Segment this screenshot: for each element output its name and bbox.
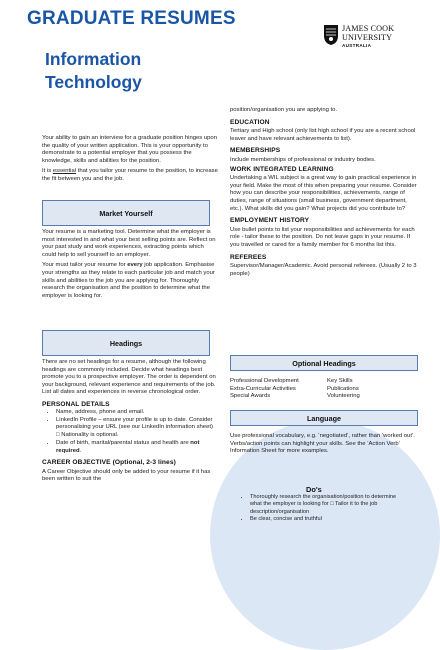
referees-paragraph: Supervisor/Manager/Academic. Avoid personal referees. (Usually 2 to 3 people) xyxy=(230,263,417,277)
logo-line-2: UNIVERSITY xyxy=(342,32,393,42)
optional-headings-box: Optional Headings xyxy=(230,355,418,371)
list-item-text: Date of birth, marital/parental status and health are xyxy=(56,439,191,446)
market-text-a: Your must tailor your resume for xyxy=(42,262,128,269)
market-text-b: job application. Emphasise your strengths as they relate to each particular job and match your skills and abilities to the job you are applying for. Thoroughly research the organisation and the position to determine what the employer is looking for. xyxy=(42,262,215,299)
language-section xyxy=(230,433,418,456)
intro-text-a: It is xyxy=(42,168,53,175)
education-heading: EDUCATION xyxy=(230,118,270,126)
market-section xyxy=(42,229,218,300)
optional-headings-col-1 xyxy=(230,378,325,401)
page-title: GRADUATE RESUMES xyxy=(27,8,236,29)
headings-paragraph: There are no set headings for a resume, although the following headings are commonly included. Decide what headings best promote you to a prospective employer. The order is dependent on your background, relevant experience and requirements of the job. List all dates and experiences in reverse chronological order. xyxy=(42,359,216,396)
referees-heading: REFEREES xyxy=(230,253,267,261)
logo-country: AUSTRALIA xyxy=(342,43,372,48)
right-top-line: position/organisation you are applying to. xyxy=(230,107,338,113)
personal-details-heading: PERSONAL DETAILS xyxy=(42,400,110,408)
list-item: Professional Development xyxy=(230,378,299,384)
market-paragraph-2 xyxy=(42,262,218,300)
subtitle-line-2: Technology xyxy=(45,72,142,92)
wil-paragraph: Undertaking a WIL subject is a great way to gain practical experience in your field. Make the most of this when preparing your resume. Consider how you can describe your responsibilities, achievements, range of duties, range of situations (small business, government department, etc.). What skills did you gain? What projects did you contribute to? xyxy=(230,175,417,212)
market-emphasis: every xyxy=(127,262,143,269)
crest-icon xyxy=(323,24,339,46)
market-paragraph: Your resume is a marketing tool. Determine what the employer is most interested in and what your best selling points are. Reflect on your past study and work experiences, extracting points which could help to sell yourself to an employer. xyxy=(42,229,216,258)
list-item: • Name, address, phone and email. xyxy=(56,409,218,417)
career-objective-heading xyxy=(42,459,218,467)
employment-heading: EMPLOYMENT HISTORY xyxy=(230,217,310,225)
education-paragraph: Tertiary and High school (only list high school if you are a recent school leaver and have relevant achievements to list). xyxy=(230,128,416,142)
memberships-heading: MEMBERSHIPS xyxy=(230,147,281,155)
language-paragraph: Use professional vocabulary, e.g. ‘negotiated’, rather than ‘worked out’. Verbs/action points can highlight your skills. See the ‘Action Verb’ Information Sheet for more examples. xyxy=(230,433,415,455)
intro-text-b: that you tailor your resume to the position, to increase the fit between you and the job. xyxy=(42,168,218,182)
page-subtitle xyxy=(45,48,142,94)
headings-box: Headings xyxy=(42,330,210,356)
intro-emphasis: essential xyxy=(52,168,77,175)
logo-text xyxy=(342,25,394,42)
intro-paragraph: Your ability to gain an interview for a graduate position hinges upon the quality of your written application. This is your opportunity to demonstrate to a potential employer that you possess the knowledge, skills and abilities for the position. xyxy=(42,135,217,164)
right-column xyxy=(230,107,418,278)
memberships-paragraph: Include memberships of professional or industry bodies. xyxy=(230,156,376,163)
language-box: Language xyxy=(230,410,418,426)
headings-section xyxy=(42,359,218,484)
market-yourself-box: Market Yourself xyxy=(42,200,210,226)
career-optional: (Optional, 2-3 lines) xyxy=(112,459,176,467)
career-title: CAREER OBJECTIVE xyxy=(42,459,111,467)
list-item: • Thoroughly research the organisation/position to determine what the employer is looking for □ Tailor it to the job description/organisation xyxy=(250,494,408,516)
wil-heading: WORK INTEGRATED LEARNING xyxy=(230,165,334,173)
list-item: • LinkedIn Profile – ensure your profile is up to date. Consider personalising your URL (see our LinkedIn information sheet) □ Nationality is optional. xyxy=(56,417,218,440)
intro-paragraph-2 xyxy=(42,168,218,183)
list-item xyxy=(56,440,218,455)
list-item: Publications xyxy=(327,385,359,392)
dos-list xyxy=(238,494,408,524)
list-item: Volunteering xyxy=(327,393,360,400)
list-item-end: . xyxy=(79,447,82,454)
list-item: Special Awards xyxy=(230,393,271,400)
optional-headings-col-2 xyxy=(327,378,422,401)
list-item: Key Skills xyxy=(327,378,353,384)
list-item-emphasis: not required xyxy=(56,439,200,454)
subtitle-line-1: Information xyxy=(45,49,142,69)
intro-section xyxy=(42,135,218,184)
personal-details-list xyxy=(42,409,218,456)
employment-paragraph: Use bullet points to list your responsibilities and achievements for each role - tailor these to the position. Do not leave gaps in your resume. If you travelled or cared for a family member for 6 months list this. xyxy=(230,226,415,248)
dos-section xyxy=(238,494,408,524)
list-item: • Be clear, concise and truthful xyxy=(250,516,408,523)
logo-line-1: JAMES COOK xyxy=(342,24,395,33)
dos-heading: Do's xyxy=(306,485,322,494)
career-paragraph: A Career Objective should only be added to your resume if it has been written to suit the xyxy=(42,468,211,483)
list-item: Extra-Curricular Activities xyxy=(230,385,296,392)
university-logo xyxy=(323,24,407,54)
